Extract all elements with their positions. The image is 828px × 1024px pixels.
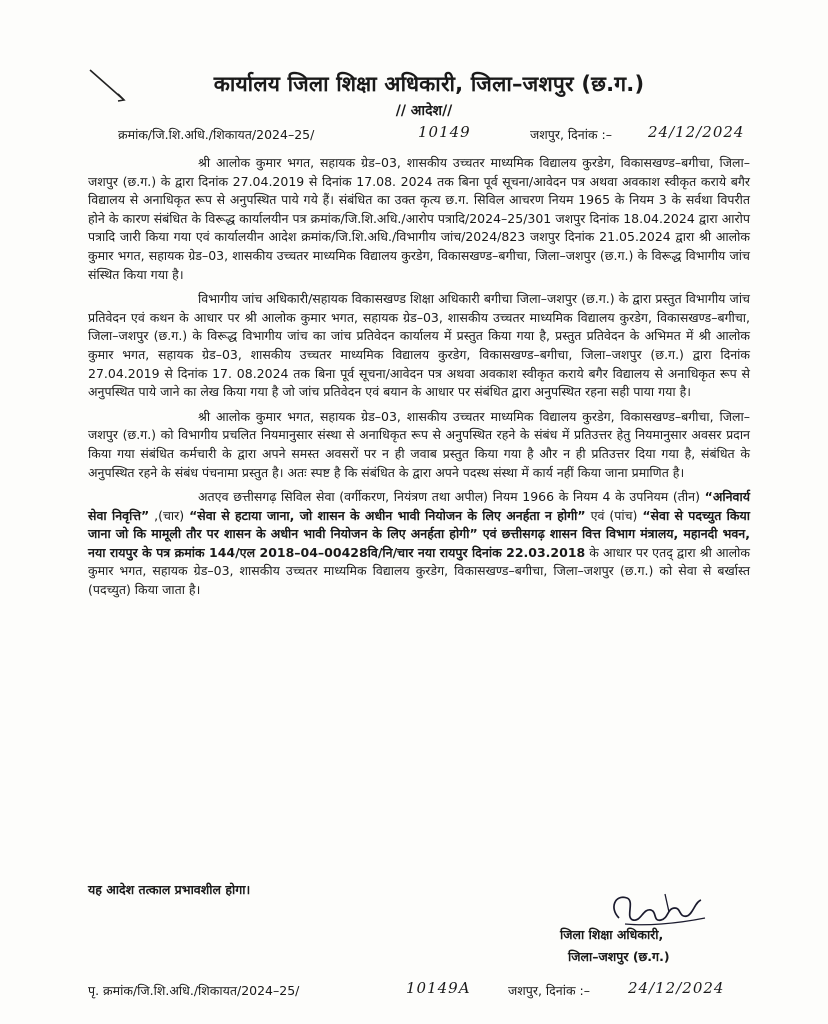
endorsement-date-label: जशपुर, दिनांक :–	[508, 983, 591, 998]
paragraph-opportunity: श्री आलोक कुमार भगत, सहायक ग्रेड–03, शासकीय उच्चतर माध्यमिक विद्यालय कुरडेग, विकासखण्ड–बगीचा, जिला–जशपुर (छ.ग.) को विभागीय प्रचलित नियमानुसार संस्था से अनाधिकृत रूप से अनुपस्थित रहने के संबंध में प्रतिउत्तर हेतु नियमानुसार अवसर प्रदान किया गया संबंधित कर्मचारी के द्वारा अपने समस्त अवसरों पर न ही जवाब प्रस्तुत किया गया है और न ही प्रतिउत्तर दिया गया है, संबंधित के अनुपस्थित रहने के संबंध पंचनामा प्रस्तुत है। अतः स्पष्ट है कि संबंधित के द्वारा अपने पदस्थ संस्था में कार्य नहीं किया जाना प्रमाणित है।	[88, 408, 750, 480]
dismissal-bold-1: “अनिवार्य सेवा निवृत्ति”	[88, 489, 750, 523]
endorsement-number-label: पृ. क्रमांक/जि.शि.अधि./शिकायत/2024–25/	[88, 983, 300, 998]
office-heading: कार्यालय जिला शिक्षा अधिकारी, जिला–जशपुर (छ.ग.)	[213, 72, 645, 96]
dismissal-bold-3: “सेवा से पदच्युत किया जाना जो कि मामूली तौर पर शासन के अधीन भावी नियोजन के लिए अनर्हता होगी” एवं छत्तीसगढ़ शासन वित्त विभाग मंत्रालय, महानदी भवन, नया रायपुर के पत्र क्रमांक 144/एल 2018–04–00428वि/नि/चार नया रायपुर दिनांक 22.03.2018	[88, 507, 750, 560]
dismissal-text-3: एवं (पांच)	[585, 507, 643, 523]
dismissal-text-1: अतएव छत्तीसगढ़ सिविल सेवा (वर्गीकरण, नियंत्रण तथा अपील) नियम 1966 के नियम 4 के उपनियम (तीन)	[198, 489, 705, 505]
dismissal-text-2: ,(चार)	[149, 507, 190, 523]
reference-date-label: जशपुर, दिनांक :–	[530, 127, 613, 142]
effect-statement: यह आदेश तत्काल प्रभावशील होगा।	[88, 882, 251, 897]
signatory-block	[560, 924, 670, 968]
order-body	[88, 154, 750, 600]
dismissal-text-4: के आधार पर एतद् द्वारा श्री आलोक कुमार भगत, सहायक ग्रेड–03, शासकीय उच्चतर माध्यमिक विद्यालय कुरडेग, विकासखण्ड–बगीचा, जिला–जशपुर (छ.ग.) को सेवा से बर्खास्त (पदच्युत) किया जाता है।	[88, 544, 750, 598]
reference-number-label: क्रमांक/जि.शि.अधि./शिकायत/2024–25/	[118, 127, 315, 142]
paragraph-dismissal	[88, 488, 750, 600]
paragraph-absence: श्री आलोक कुमार भगत, सहायक ग्रेड–03, शासकीय उच्चतर माध्यमिक विद्यालय कुरडेग, विकासखण्ड–बगीचा, जिला–जशपुर (छ.ग.) के द्वारा दिनांक 27.04.2019 से दिनांक 17.08. 2024 तक बिना पूर्व सूचना/आवेदन पत्र अथवा अवकाश स्वीकृत कराये बगैर विद्यालय से अनाधिकृत रूप से अनुपस्थित पाये गये हैं। संबंधित का उक्त कृत्य छ.ग. सिविल आचरण नियम 1965 के नियम 3 के सर्वथा विपरीत होने के कारण संबंधित के विरूद्ध कार्यालयीन पत्र क्रमांक/जि.शि.अधि./आरोप पत्रादि/2024–25/301 जशपुर दिनांक 18.04.2024 द्वारा आरोप पत्रादि जारी किया गया एवं कार्यालयीन आदेश क्रमांक/जि.शि.अधि./विभागीय जांच/2024/823 जशपुर दिनांक 21.05.2024 द्वारा श्री आलोक कुमार भगत, सहायक ग्रेड–03, शासकीय उच्चतर माध्यमिक विद्यालय कुरडेग, विकासखण्ड–बगीचा, जिला–जशपुर (छ.ग.) के विरूद्ध विभागीय जांच संस्थित किया गया है।	[88, 155, 750, 282]
signatory-title: जिला शिक्षा अधिकारी,	[560, 927, 664, 942]
handwritten-reference-date: 24/12/2024	[648, 123, 745, 141]
order-title: // आदेश//	[395, 103, 453, 119]
paragraph-inquiry: विभागीय जांच अधिकारी/सहायक विकासखण्ड शिक्षा अधिकारी बगीचा जिला–जशपुर (छ.ग.) के द्वारा प्रस्तुत विभागीय जांच प्रतिवेदन एवं कथन के आधार पर श्री आलोक कुमार भगत, सहायक ग्रेड–03, शासकीय उच्चतर माध्यमिक विद्यालय कुरडेग, विकासखण्ड–बगीचा, जिला–जशपुर (छ.ग.) के विरूद्ध विभागीय जांच का जांच प्रतिवेदन कार्यालय में प्रस्तुत किया गया है, प्रस्तुत प्रतिवेदन के अभिमत में श्री आलोक कुमार भगत, सहायक ग्रेड–03, शासकीय उच्चतर माध्यमिक विद्यालय कुरडेग, विकासखण्ड–बगीचा, जिला–जशपुर (छ.ग.) द्वारा दिनांक 27.04.2019 से दिनांक 17. 08.2024 तक बिना पूर्व सूचना/आवेदन पत्र अथवा अवकाश स्वीकृत कराये बगैर विद्यालय से अनाधिकृत रूप से अनुपस्थित पाये जाने का लेख किया गया है जो जांच प्रतिवेदन एवं बयान के आधार पर संबंधित द्वारा अनुपस्थित रहना सही पाया गया है।	[88, 291, 750, 400]
handwritten-reference-number: 10149	[418, 123, 471, 141]
handwritten-endorsement-date: 24/12/2024	[628, 979, 725, 997]
dismissal-bold-2: “सेवा से हटाया जाना, जो शासन के अधीन भावी नियोजन के लिए अनर्हता न होगी”	[189, 507, 586, 523]
signatory-district: जिला–जशपुर (छ.ग.)	[568, 949, 670, 964]
handwritten-endorsement-number: 10149A	[406, 979, 471, 997]
